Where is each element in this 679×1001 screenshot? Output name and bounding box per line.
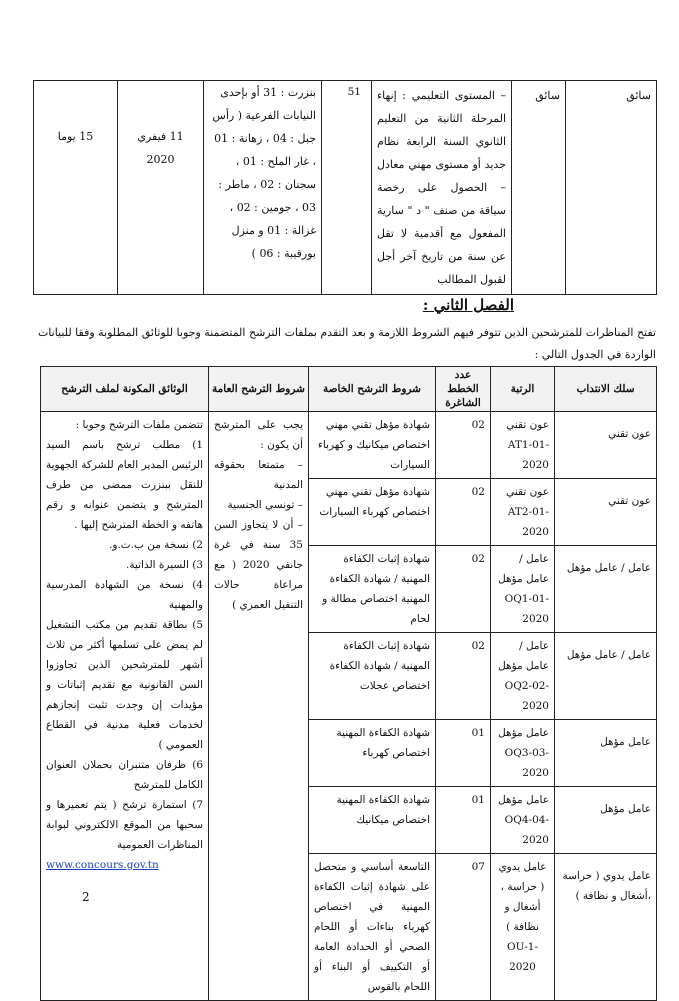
distribution-cell: بنزرت : 31 أو بإحدى النيابات الفرعية ( رأس جبل : 04 ، زهانة : 01 ، غار الملح : 01 ، سجنان : 02 ، ماطر : 03 ، جومين : 02 ، غزالة : 01 و منزل بورقيبة : 06 ) bbox=[204, 81, 322, 295]
doc-line: 2) نسخة من ب.ت.و. bbox=[109, 539, 203, 551]
header-positions: عدد الخطط الشاغرة bbox=[436, 367, 491, 412]
doc-line: 6) ظرفان متنبران بحملان العنوان الكامل للمترشح bbox=[46, 759, 203, 791]
grade-cell: عامل / عامل مؤهل OQ2-02-2020 bbox=[491, 633, 555, 720]
corps-cell: عامل مؤهل bbox=[555, 787, 657, 854]
grade-cell: عامل / عامل مؤهل OQ1-01-2020 bbox=[491, 546, 555, 633]
general-conditions-cell bbox=[209, 412, 309, 1001]
corps-cell: عامل مؤهل bbox=[555, 720, 657, 787]
recruitment-table bbox=[40, 366, 657, 1001]
page-number: 2 bbox=[82, 890, 90, 904]
grade-cell: سائق bbox=[512, 81, 566, 295]
grade-cell: عون تقني AT2-01-2020 bbox=[491, 479, 555, 546]
website-link[interactable]: www.concours.gov.tn bbox=[46, 859, 159, 871]
doc-line: 7) استمارة ترشح ( يتم تعميرها و سحبها من الموقع الالكتروني لبوابة المناظرات العمومية bbox=[46, 799, 203, 851]
documents-cell bbox=[41, 412, 209, 1001]
header-general: شروط الترشح العامة bbox=[209, 367, 309, 412]
date-cell: 11 فيفري 2020 bbox=[118, 81, 204, 295]
section-heading: الفصل الثاني : bbox=[422, 296, 514, 314]
special-cell: شهادة الكفاءة المهنية اختصاص كهرباء bbox=[309, 720, 436, 787]
grade-cell: عامل يدوي ( حراسة ، أشغال و نظافة ) OU-1-2020 bbox=[491, 854, 555, 1001]
positions-cell: 01 bbox=[436, 720, 491, 787]
corps-cell: عون تقني bbox=[555, 412, 657, 479]
doc-line: 5) بطاقة تقديم من مكتب التشغيل لم يمض على تسلمها أكثر من ثلاث أشهر للمترشحين الذين تجاوزوا السن القانونية مع تقديم إثباتات و مؤيدات إن وجدت تثبت إنجازهم لخدمات فعلية مدنية في القطاع العمومي ) bbox=[46, 619, 203, 751]
corps-cell: سائق bbox=[566, 81, 657, 295]
corps-cell: عون تقني bbox=[555, 479, 657, 546]
special-cell: شهادة إثبات الكفاءة المهنية / شهادة الكفاءة اختصاص عجلات bbox=[309, 633, 436, 720]
intro-paragraph: تفتح المناظرات للمترشحين الذين تتوفر فيهم الشروط اللازمة و بعد التقدم بملفات الترشح المتضمنة وجوبا للوثائق المطلوبة وفقا للبيانات الواردة في الجدول التالي : bbox=[37, 326, 656, 361]
special-cell: التاسعة أساسي و متحصل على شهادة إثبات الكفاءة المهنية في اختصاص كهرباء بناءات أو اللحام الصحي أو الحدادة العامة أو التكييف أو البناء أو اللحام بالقوس bbox=[309, 854, 436, 1001]
table-row bbox=[41, 412, 657, 479]
grade-cell: عون تقني AT1-01-2020 bbox=[491, 412, 555, 479]
header-row bbox=[41, 367, 657, 412]
doc-line: تتضمن ملفات الترشح وجوبا : bbox=[75, 419, 203, 431]
duration-cell: 15 يوما bbox=[34, 81, 118, 295]
positions-cell: 02 bbox=[436, 412, 491, 479]
corps-cell: عامل يدوي ( حراسة ،أشغال و نظافة ) bbox=[555, 854, 657, 1001]
corps-cell: عامل / عامل مؤهل bbox=[555, 633, 657, 720]
header-documents: الوثائق المكونة لملف الترشح bbox=[41, 367, 209, 412]
header-special: شروط الترشح الخاصة bbox=[309, 367, 436, 412]
positions-cell: 02 bbox=[436, 633, 491, 720]
grade-cell: عامل مؤهل OQ4-04-2020 bbox=[491, 787, 555, 854]
table-row bbox=[34, 81, 657, 295]
header-grade: الرتبة bbox=[491, 367, 555, 412]
positions-cell: 02 bbox=[436, 546, 491, 633]
top-table bbox=[33, 80, 657, 295]
grade-cell: عامل مؤهل OQ3-03-2020 bbox=[491, 720, 555, 787]
doc-line: 3) السيرة الذاتية. bbox=[125, 559, 203, 571]
positions-cell: 01 bbox=[436, 787, 491, 854]
general-line: – تونسي الجنسية bbox=[227, 499, 303, 511]
special-cell: شهادة الكفاءة المهنية اختصاص ميكانيك bbox=[309, 787, 436, 854]
positions-cell: 51 bbox=[322, 81, 372, 295]
general-line: يجب على المترشح أن يكون : bbox=[214, 419, 303, 451]
general-line: – أن لا يتجاوز السن 35 سنة في غرة جانفي 2020 ( مع مراعاة حالات التنفيل العمري ) bbox=[214, 519, 303, 611]
special-cell: شهادة مؤهل تقني مهني اختصاص كهرباء السيارات bbox=[309, 479, 436, 546]
doc-line: 4) نسخة من الشهادة المدرسية والمهنية bbox=[46, 579, 203, 611]
corps-cell: عامل / عامل مؤهل bbox=[555, 546, 657, 633]
special-cell: شهادة إثبات الكفاءة المهنية / شهادة الكفاءة المهنية اختصاص مطالة و لحام bbox=[309, 546, 436, 633]
special-conditions-cell: – المستوى التعليمي : إنهاء المرحلة الثانية من التعليم الثانوي السنة الرابعة نظام جديد أو مستوى مهني معادل – الحصول على رخصة سياقة من صنف " د " سارية المفعول مع أقدمية لا تقل عن سنة من تاريخ آخر أجل لقبول المطالب bbox=[372, 81, 512, 295]
special-cell: شهادة مؤهل تقني مهني اختصاص ميكانيك و كهرباء السيارات bbox=[309, 412, 436, 479]
positions-cell: 07 bbox=[436, 854, 491, 1001]
doc-line: 1) مطلب ترشح باسم السيد الرئيس المدير العام للشركة الجهوية للنقل ببنزرت ممضى من طرف المترشح و يتضمن عنوانه و رقم هاتفه و الخطة المترشح إليها . bbox=[46, 439, 203, 531]
positions-cell: 02 bbox=[436, 479, 491, 546]
header-corps: سلك الانتداب bbox=[555, 367, 657, 412]
general-line: – متمتعا بحقوقه المدنية bbox=[214, 459, 303, 491]
